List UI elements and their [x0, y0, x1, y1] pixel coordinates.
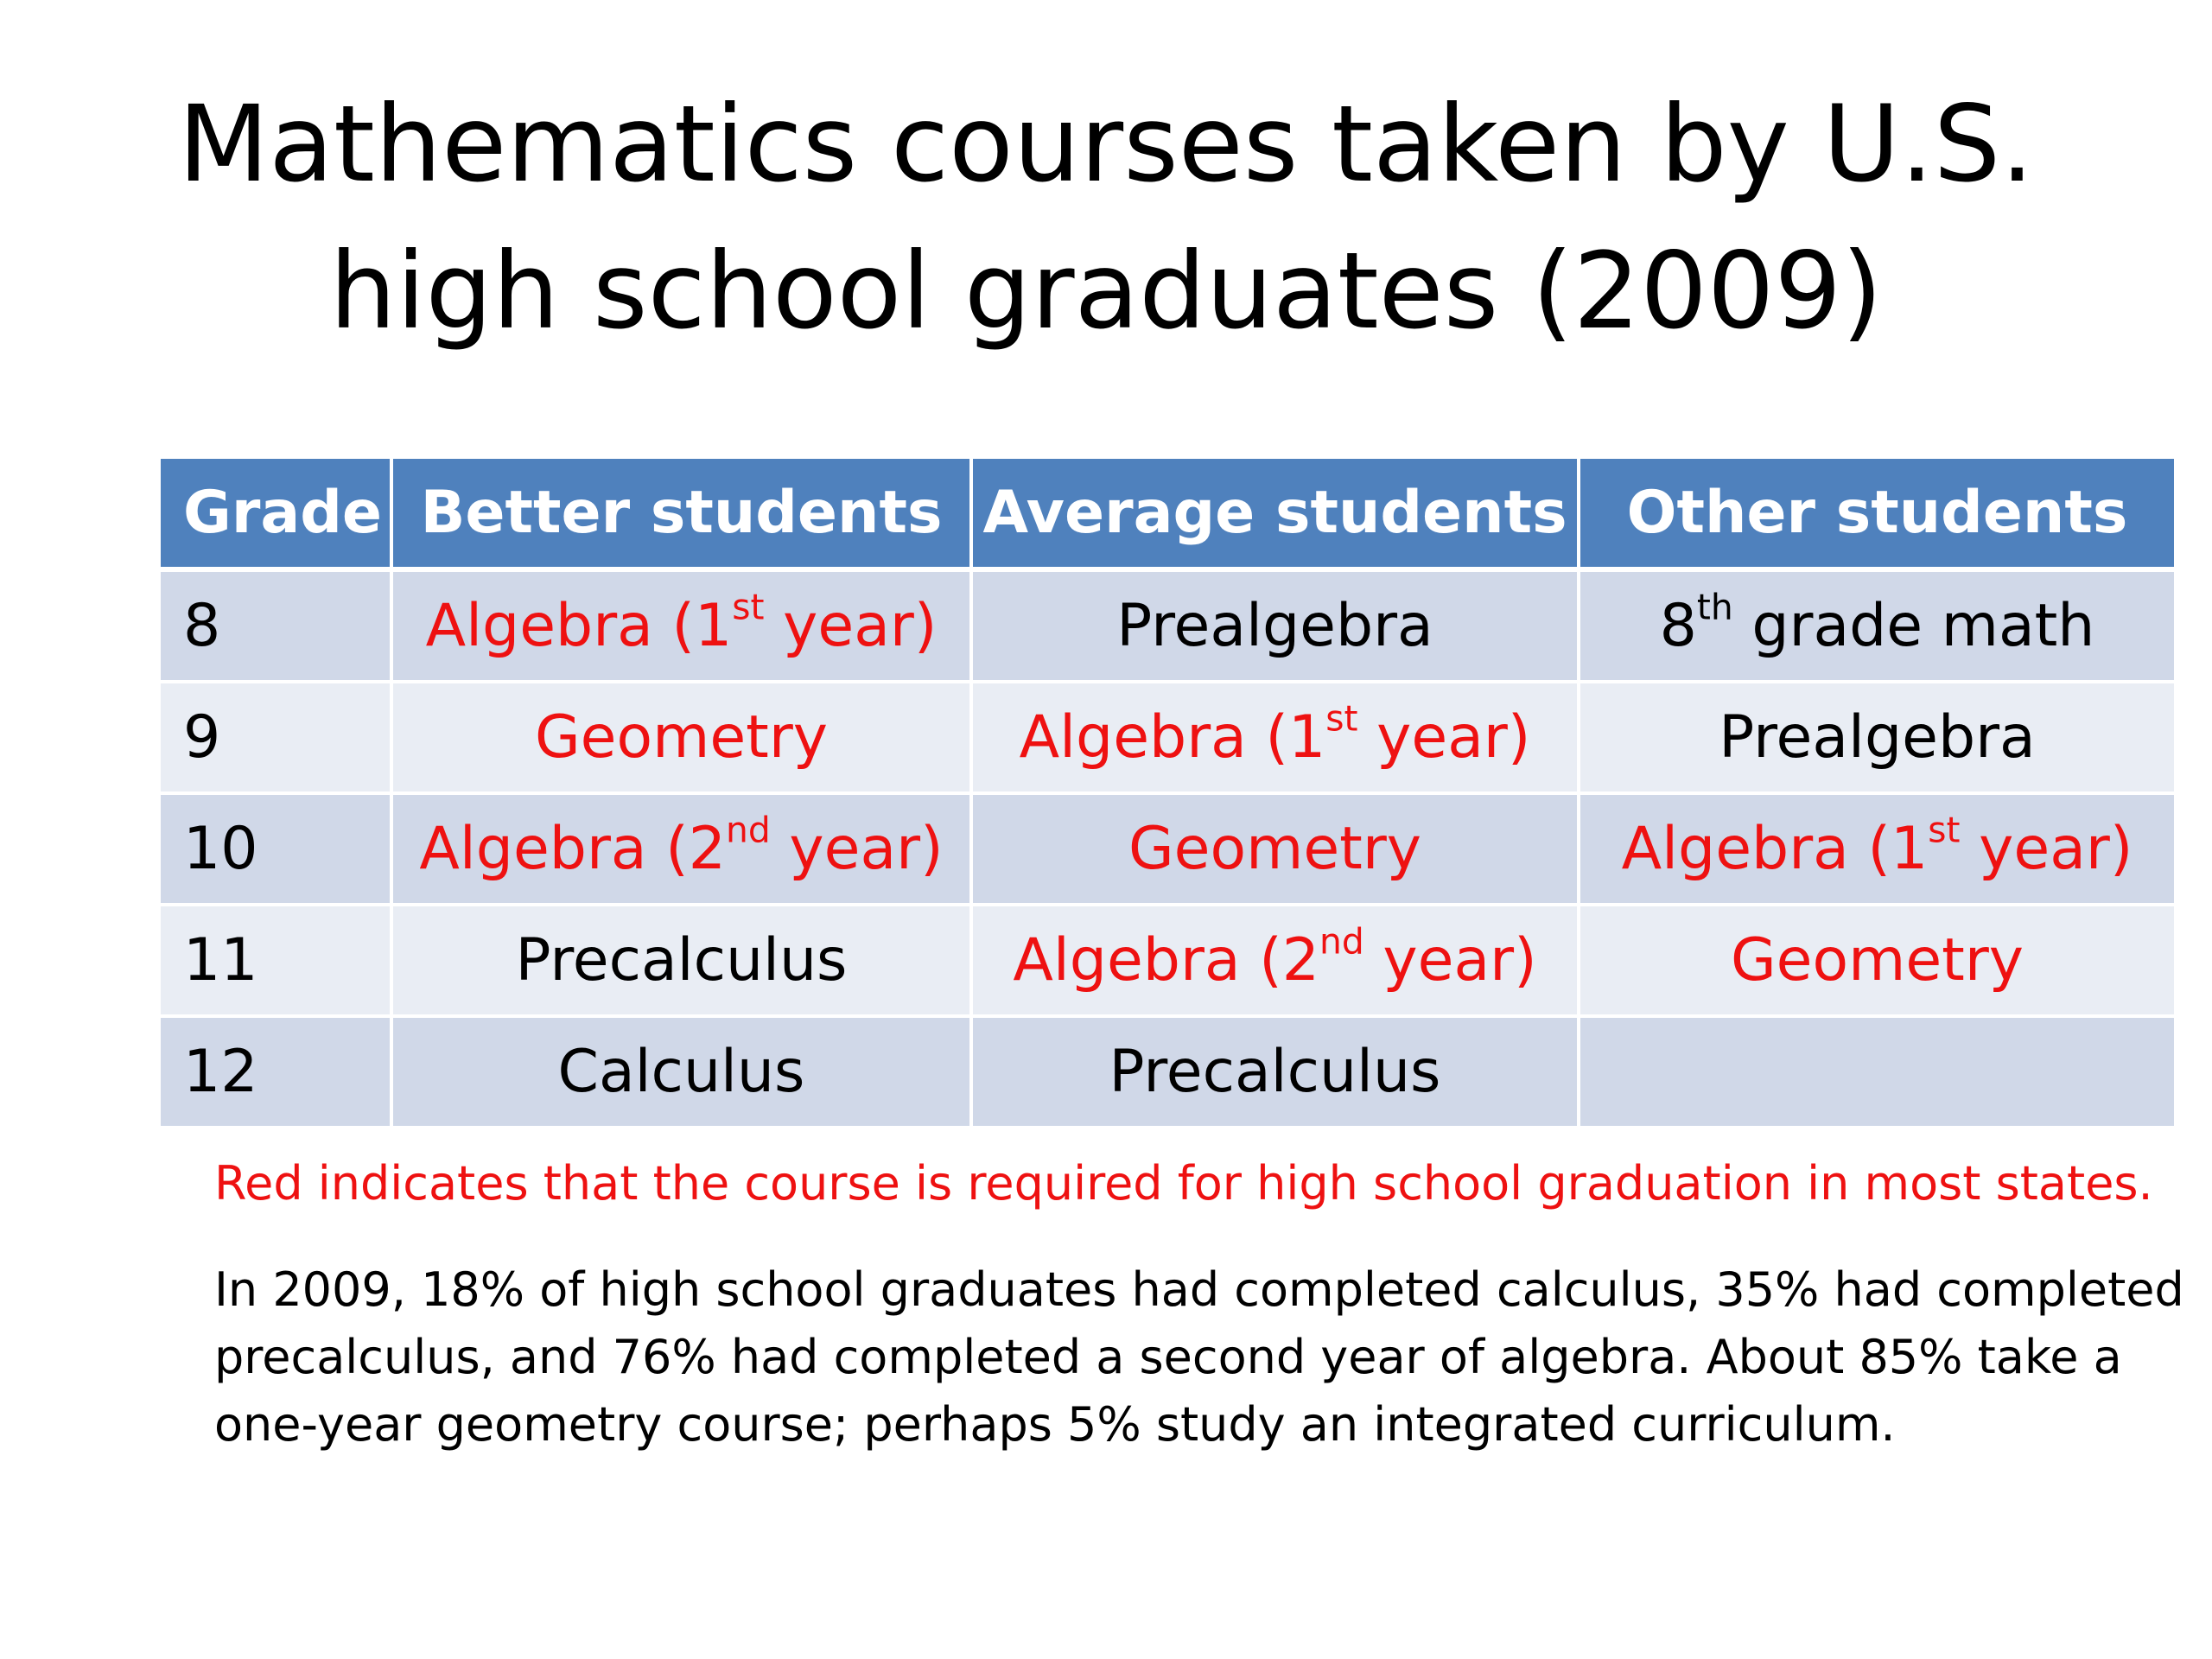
- course-text: Prealgebra: [1719, 703, 2036, 772]
- header-grade: Grade: [161, 459, 391, 569]
- courses-table: [161, 459, 2174, 1129]
- table-row: [161, 569, 2174, 682]
- course-text: Geometry: [1730, 926, 2024, 995]
- grade-cell: 8: [161, 569, 391, 682]
- course-cell-other: [1579, 905, 2174, 1016]
- course-text: Prealgebra: [1116, 592, 1433, 660]
- course-cell-other: [1579, 1016, 2174, 1128]
- course-cell-average: [971, 905, 1579, 1016]
- course-text: Calculus: [557, 1038, 805, 1106]
- header-better-students: Better students: [391, 459, 971, 569]
- course-text: Geometry: [1128, 815, 1422, 883]
- table-row: [161, 1016, 2174, 1128]
- course-cell-other: [1579, 569, 2174, 682]
- course-text: Algebra (2nd year): [1013, 920, 1537, 995]
- slide-title-line-2: high school graduates (2009): [329, 230, 1883, 353]
- course-text: 8th grade math: [1659, 586, 2095, 660]
- header-other-students: Other students: [1579, 459, 2174, 569]
- course-cell-other: [1579, 793, 2174, 905]
- table-row: [161, 905, 2174, 1016]
- course-text: Algebra (1st year): [1621, 809, 2133, 883]
- header-average-students: Average students: [971, 459, 1579, 569]
- table-row: [161, 682, 2174, 793]
- slide-title-line-1: Mathematics courses taken by U.S.: [178, 83, 2034, 206]
- course-cell-other: [1579, 682, 2174, 793]
- course-text: Geometry: [534, 703, 829, 772]
- summary-line-1: In 2009, 18% of high school graduates had completed calculus, 35% had completed: [214, 1262, 2184, 1317]
- course-text: Precalculus: [1109, 1038, 1441, 1106]
- course-text: Algebra (2nd year): [419, 809, 944, 883]
- course-text: Algebra (1st year): [425, 586, 938, 660]
- table-header-row: [161, 459, 2174, 569]
- course-cell-better: [391, 793, 971, 905]
- required-course-note: Red indicates that the course is required for high school graduation in most states.: [214, 1156, 2153, 1211]
- grade-cell: 10: [161, 793, 391, 905]
- grade-cell: 11: [161, 905, 391, 1016]
- course-cell-average: [971, 569, 1579, 682]
- course-cell-better: [391, 905, 971, 1016]
- slide-title: [104, 71, 2108, 365]
- grade-cell: 9: [161, 682, 391, 793]
- summary-paragraph: [214, 1256, 2184, 1459]
- course-text: Algebra (1st year): [1019, 697, 1531, 772]
- course-cell-average: [971, 682, 1579, 793]
- course-cell-better: [391, 569, 971, 682]
- course-text: Precalculus: [515, 926, 848, 995]
- course-cell-average: [971, 1016, 1579, 1128]
- summary-line-2: precalculus, and 76% had completed a second year of algebra. About 85% take a: [214, 1330, 2122, 1384]
- course-cell-average: [971, 793, 1579, 905]
- course-cell-better: [391, 1016, 971, 1128]
- course-cell-better: [391, 682, 971, 793]
- table-row: [161, 793, 2174, 905]
- grade-cell: 12: [161, 1016, 391, 1128]
- summary-line-3: one-year geometry course; perhaps 5% study an integrated curriculum.: [214, 1397, 1896, 1452]
